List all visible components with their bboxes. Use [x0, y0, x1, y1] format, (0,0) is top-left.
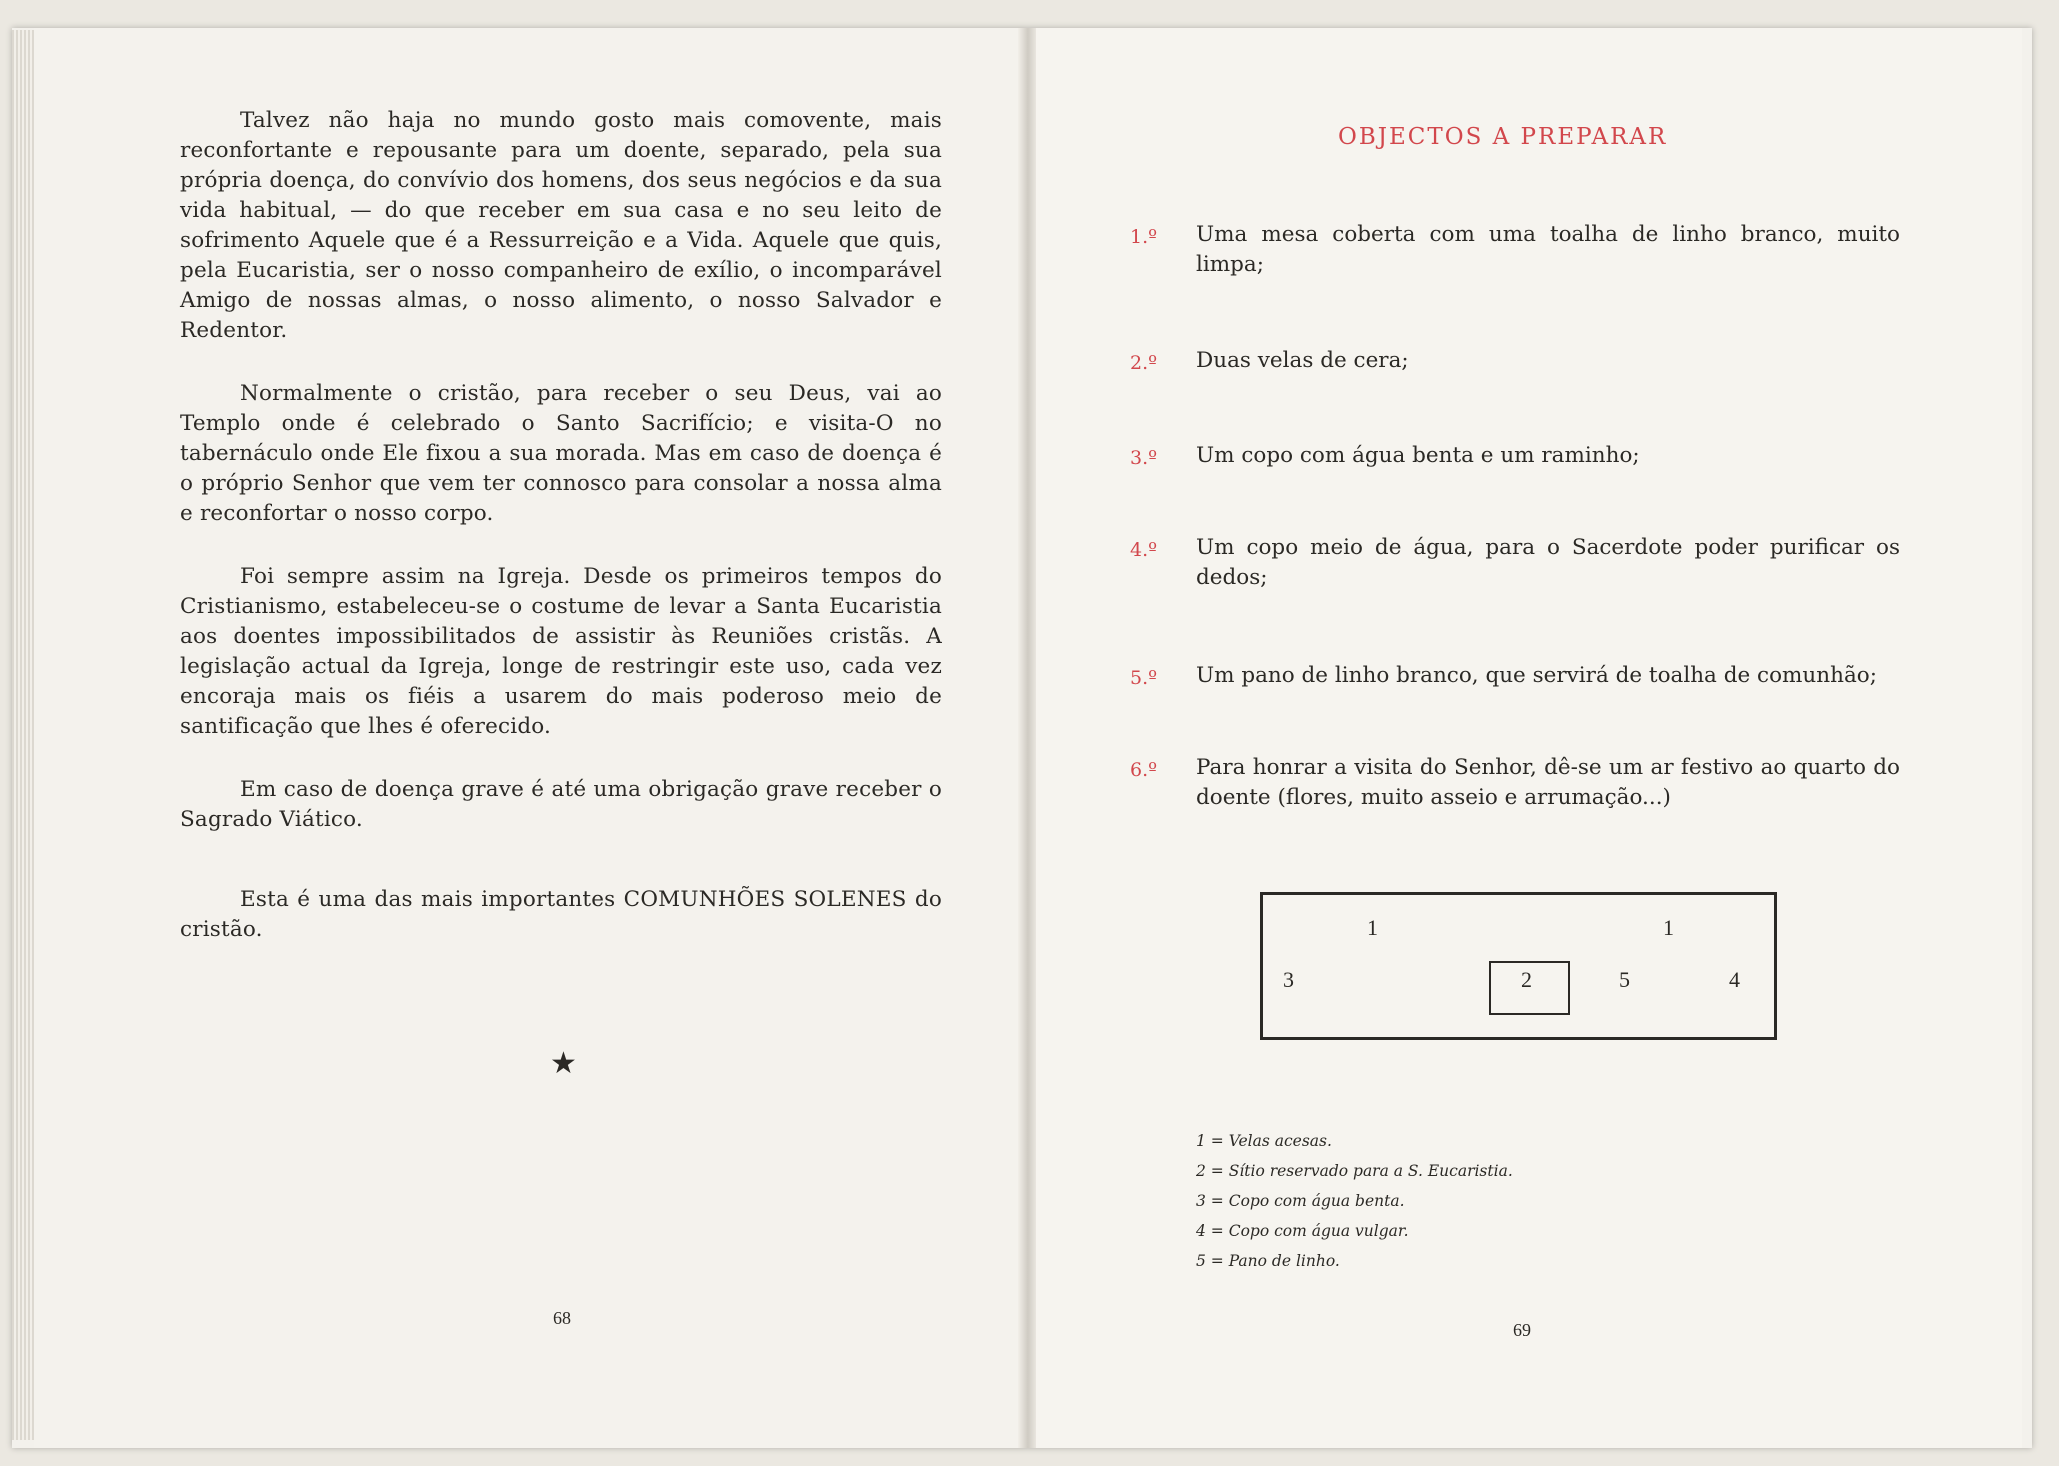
- paragraph-1: Talvez não haja no mundo gosto mais comovente, mais reconfortante e repousante para um doente, separado, pela sua própria doença, do convívio dos homens, dos seus negócios e da sua vida habitual, — do que receber em sua casa e no seu leito de sofrimento Aquele que é a Ressurreição e a Vida. Aquele que quis, pela Eucaristia, ser o nosso companheiro de exílio, o incomparável Amigo de nossas almas, o nosso alimento, o nosso Salvador e Redentor.: [180, 108, 942, 343]
- item-text: Um pano de linho branco, que servirá de toalha de comunhão;: [1196, 663, 1877, 688]
- diagram-label-eucharist: 2: [1521, 967, 1532, 992]
- legend-item: 5 = Pano de linho.: [1196, 1252, 1340, 1270]
- diagram-label-linen: 5: [1619, 967, 1630, 992]
- section-title: OBJECTOS A PREPARAR: [1338, 124, 1668, 150]
- legend-item: 3 = Copo com água benta.: [1196, 1192, 1405, 1210]
- paragraph-3: Foi sempre assim na Igreja. Desde os primeiros tempos do Cristianismo, estabeleceu-se o costume de levar a Santa Eucaristia aos doentes impossibilitados de assistir às Reuniões cristãs. A legislação actual da Igreja, longe de restringir este uso, cada vez encoraja mais os fiéis a usarem do mais poderoso meio de santificação que lhes é oferecido.: [180, 564, 942, 739]
- book-gutter: [1018, 28, 1036, 1448]
- star-ornament-icon: ★: [550, 1046, 577, 1081]
- item-number: 3.º: [1130, 447, 1158, 469]
- item-number: 1.º: [1130, 226, 1158, 248]
- item-text: Uma mesa coberta com uma toalha de linho branco, muito limpa;: [1196, 222, 1900, 277]
- diagram-label-water-glass: 4: [1729, 967, 1740, 992]
- item-text: Um copo meio de água, para o Sacerdote poder purificar os dedos;: [1196, 535, 1900, 590]
- item-text: Para honrar a visita do Senhor, dê-se um ar festivo ao quarto do doente (flores, muito asseio e arrumação...): [1196, 755, 1900, 810]
- item-text: Duas velas de cera;: [1196, 348, 1409, 373]
- legend-item: 2 = Sítio reservado para a S. Eucaristia.: [1196, 1162, 1513, 1180]
- diagram-legend: [1196, 1126, 1513, 1276]
- table-layout-diagram: [1260, 892, 1777, 1040]
- paragraph-2: Normalmente o cristão, para receber o seu Deus, vai ao Templo onde é celebrado o Santo Sacrifício; e visita-O no tabernáculo onde Ele fixou a sua morada. Mas em caso de doença é o próprio Senhor que vem ter connosco para consolar a nossa alma e reconfortar o nosso corpo.: [180, 381, 942, 526]
- diagram-label-holy-water: 3: [1283, 967, 1294, 992]
- item-number: 5.º: [1130, 667, 1158, 689]
- page-number-right: 69: [1513, 1320, 1531, 1340]
- page-number-left: 68: [553, 1308, 571, 1328]
- item-number: 2.º: [1130, 352, 1158, 374]
- paragraph-4: Em caso de doença grave é até uma obrigação grave receber o Sagrado Viático.: [180, 777, 942, 832]
- legend-item: 4 = Copo com água vulgar.: [1196, 1222, 1409, 1240]
- item-text: Um copo com água benta e um raminho;: [1196, 443, 1640, 468]
- page-edges: [12, 30, 34, 1440]
- paragraph-5: Esta é uma das mais importantes COMUNHÕES SOLENES do cristão.: [180, 887, 942, 942]
- left-page-body: [180, 106, 942, 978]
- diagram-label-candle-right: 1: [1663, 915, 1674, 940]
- item-number: 6.º: [1130, 759, 1158, 781]
- item-number: 4.º: [1130, 539, 1158, 561]
- diagram-label-candle-left: 1: [1367, 915, 1378, 940]
- legend-item: 1 = Velas acesas.: [1196, 1132, 1332, 1150]
